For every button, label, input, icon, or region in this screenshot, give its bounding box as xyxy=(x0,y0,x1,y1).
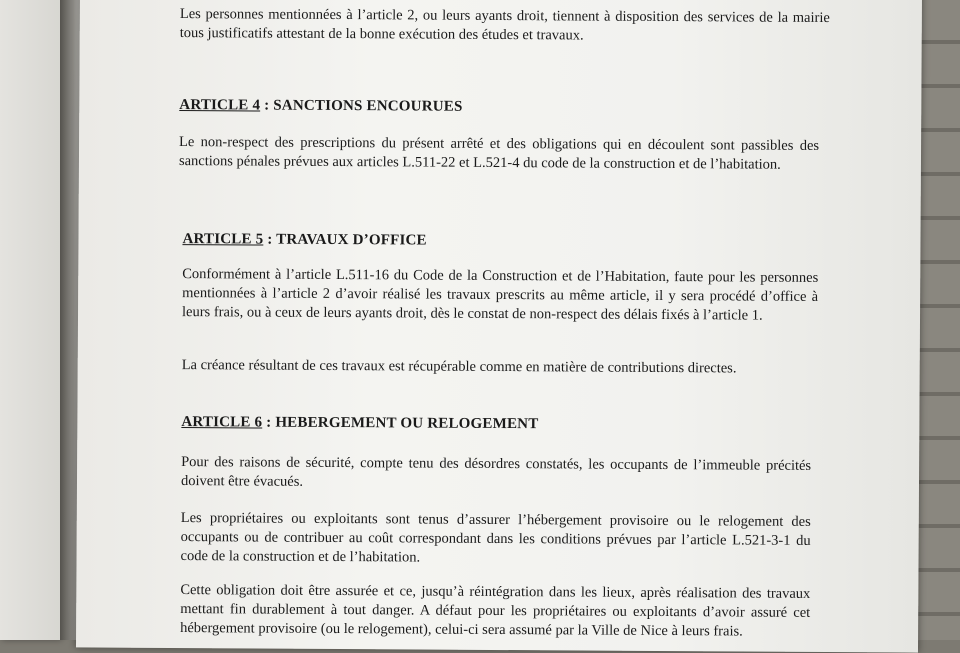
article-6-title: : HEBERGEMENT OU RELOGEMENT xyxy=(262,414,539,433)
article-6-heading xyxy=(181,413,538,434)
cut-off-line xyxy=(180,0,830,4)
article-5-number: ARTICLE 5 xyxy=(182,231,264,248)
article-6-paragraph-2: Les propriétaires ou exploitants sont tenus d’assurer l’hébergement provisoire ou le relogement des occupants ou de contribuer au coût correspondant dans les conditions prévues par l’article L.521-3-1 du code de la construction et de l’habitation. xyxy=(180,510,811,566)
article-6-number: ARTICLE 6 xyxy=(181,414,263,431)
article-5-paragraph-2: La créance résultant de ces travaux est récupérable comme en matière de contributions directes. xyxy=(181,357,737,377)
article-4-heading xyxy=(179,96,462,117)
intro-paragraph: Les personnes mentionnées à l’article 2, ou leurs ayants droit, tiennent à disposition des services de la mairie tous justificatifs attestant de la bonne exécution des études et travaux. xyxy=(179,6,830,44)
article-4-number: ARTICLE 4 xyxy=(179,97,261,114)
article-6-paragraph-1: Pour des raisons de sécurité, compte tenu des désordres constatés, les occupants de l’immeuble précités doivent être évacués. xyxy=(180,454,812,490)
document-page xyxy=(76,0,922,653)
article-6-paragraph-3: Cette obligation doit être assurée et ce, jusqu’à réintégration dans les lieux, après réalisation des travaux mettant fin durablement à tout danger. A défaut pour les propriétaires ou exploitants d’avoir assuré cet hébergement provisoire (ou le relogement), celui-ci sera assumé par la Ville de Nice à leurs frais. xyxy=(180,582,811,640)
article-5-heading xyxy=(182,230,426,250)
article-5-paragraph-1: Conformément à l’article L.511-16 du Code de la Construction et de l’Habitation, faute pour les personnes mentionnées à l’article 2 d’avoir réalisé les travaux prescrits au même article, il y sera procédé d’office à leurs frais, ou à ceux de leurs ayants droit, dès le constat de non-respect des délais fixés à l’article 1. xyxy=(181,266,819,324)
cut-off-text xyxy=(718,0,820,1)
article-4-paragraph-1: Le non-respect des prescriptions du présent arrêté et des obligations qui en découlent sont passibles des sanctions pénales prévues aux articles L.511-22 et L.521-4 du code de la construction et de l’habitation. xyxy=(178,134,820,173)
article-4-title: : SANCTIONS ENCOURUES xyxy=(260,97,463,115)
article-5-title: : TRAVAUX D’OFFICE xyxy=(263,231,427,249)
adjacent-sheet xyxy=(0,0,60,640)
